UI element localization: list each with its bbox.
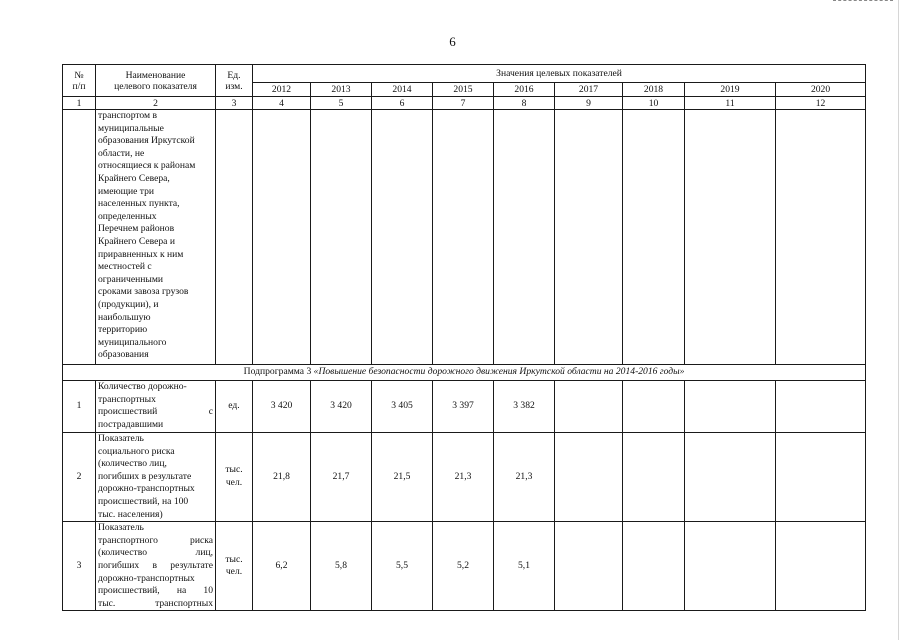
scan-corner-mark	[833, 0, 893, 3]
header-unit-line1: Ед.	[227, 69, 241, 81]
indicator-row	[63, 433, 866, 522]
value-cell: 21,5	[372, 433, 433, 522]
name-line: погибших в результате	[98, 470, 192, 482]
name-line: (количество лиц,	[98, 458, 167, 470]
name-line: (продукции), и	[98, 298, 159, 310]
header-num-line1: №	[74, 69, 84, 81]
year-cell: 2019	[685, 83, 776, 97]
unit-cell: ед.	[216, 381, 253, 433]
name-line: Крайнего Севера и	[98, 235, 175, 247]
row-number: 2	[63, 433, 96, 522]
subprogram-title: «Повышение безопасности дорожного движения Иркутской области на 2014-2016 годы»	[313, 366, 685, 378]
empty-cell	[253, 110, 311, 365]
target-indicators-table	[62, 64, 866, 611]
indicator-name	[96, 381, 216, 433]
value-cell: 5,8	[311, 522, 372, 611]
header-num-cell	[63, 65, 96, 97]
year-cell: 2017	[555, 83, 623, 97]
year-cell: 2012	[253, 83, 311, 97]
column-number-cell: 6	[372, 97, 433, 110]
year-cell: 2013	[311, 83, 372, 97]
empty-cell	[776, 110, 866, 365]
column-number-cell: 8	[494, 97, 555, 110]
value-cell: 5,1	[494, 522, 555, 611]
value-cell: 3 420	[253, 381, 311, 433]
indicator-name	[96, 433, 216, 522]
name-line: местностей с	[98, 261, 152, 273]
value-cell: 21,3	[433, 433, 494, 522]
name-line: сроками завоза грузов	[98, 286, 189, 298]
subprogram-heading	[63, 365, 866, 381]
row-number: 3	[63, 522, 96, 611]
value-cell	[555, 381, 623, 433]
row-number: 1	[63, 381, 96, 433]
name-line: происшествий, на 10	[98, 585, 213, 597]
column-number-cell: 7	[433, 97, 494, 110]
column-number-cell: 4	[253, 97, 311, 110]
continuation-row	[63, 110, 866, 365]
name-line: образования Иркутской	[98, 135, 195, 147]
year-cell: 2014	[372, 83, 433, 97]
continuation-num-cell	[63, 110, 96, 365]
name-line: транспортных	[98, 393, 156, 405]
value-cell	[776, 433, 866, 522]
unit-cell: тыс. чел.	[216, 433, 253, 522]
value-cell: 3 397	[433, 381, 494, 433]
value-cell	[776, 522, 866, 611]
name-line: дорожно-транспортных	[98, 483, 195, 495]
name-line: имеющие три	[98, 185, 155, 197]
name-line: (количество лиц,	[98, 547, 213, 559]
name-line: тыс. населения)	[98, 508, 163, 520]
value-cell: 5,2	[433, 522, 494, 611]
name-line: муниципального	[98, 336, 167, 348]
name-line: транспортного риска	[98, 534, 213, 546]
name-line: дорожно-транспортных	[98, 572, 195, 584]
value-cell	[555, 522, 623, 611]
year-cell: 2016	[494, 83, 555, 97]
header-name-line2: целевого показателя	[114, 80, 197, 92]
scan-page-edge	[898, 0, 899, 640]
column-number-cell: 9	[555, 97, 623, 110]
subprogram-prefix: Подпрограмма 3	[243, 366, 314, 378]
empty-cell	[372, 110, 433, 365]
subprogram-row	[63, 365, 866, 381]
name-line: Количество дорожно-	[98, 381, 187, 392]
name-line: ограниченными	[98, 273, 164, 285]
name-line: Показатель	[98, 522, 144, 534]
value-cell: 5,5	[372, 522, 433, 611]
name-line: территорию	[98, 324, 148, 336]
header-name-cell	[96, 65, 216, 97]
value-cell: 3 405	[372, 381, 433, 433]
name-line: погибших в результате	[98, 559, 213, 571]
year-cell: 2018	[623, 83, 685, 97]
value-cell: 21,8	[253, 433, 311, 522]
name-line: происшествий с	[98, 406, 213, 418]
empty-cell	[216, 110, 253, 365]
empty-cell	[623, 110, 685, 365]
value-cell	[685, 433, 776, 522]
name-line: населенных пункта,	[98, 198, 180, 210]
value-cell: 3 382	[494, 381, 555, 433]
header-num-line2: п/п	[72, 80, 86, 92]
value-cell: 21,7	[311, 433, 372, 522]
header-row-1	[63, 65, 866, 83]
value-cell	[555, 433, 623, 522]
year-cell: 2020	[776, 83, 866, 97]
value-cell	[623, 433, 685, 522]
name-line: пострадавшими	[98, 418, 164, 430]
value-cell	[623, 381, 685, 433]
name-line: образования	[98, 349, 149, 361]
name-line: тыс. транспортных	[98, 597, 213, 609]
indicator-row	[63, 381, 866, 433]
indicator-row	[63, 522, 866, 611]
page-number: 6	[449, 34, 456, 49]
empty-cell	[494, 110, 555, 365]
column-number-cell: 2	[96, 97, 216, 110]
column-number-cell: 1	[63, 97, 96, 110]
name-line: относящиеся к районам	[98, 160, 196, 172]
value-cell	[685, 522, 776, 611]
column-number-cell: 12	[776, 97, 866, 110]
name-line: Перечнем районов	[98, 223, 175, 235]
header-values-title: Значения целевых показателей	[253, 65, 866, 83]
indicator-name	[96, 522, 216, 611]
name-line: Крайнего Севера,	[98, 172, 170, 184]
name-line: происшествий, на 100	[98, 495, 189, 507]
name-line: наибольшую	[98, 311, 151, 323]
value-cell	[776, 381, 866, 433]
name-line: определенных	[98, 210, 157, 222]
column-number-cell: 10	[623, 97, 685, 110]
name-line: области, не	[98, 147, 145, 159]
header-unit-line2: изм.	[225, 80, 243, 92]
header-name-line1: Наименование	[125, 69, 186, 81]
year-cell: 2015	[433, 83, 494, 97]
column-number-cell: 5	[311, 97, 372, 110]
unit-cell: тыс. чел.	[216, 522, 253, 611]
empty-cell	[311, 110, 372, 365]
name-line: транспортом в	[98, 110, 158, 121]
name-line: социального риска	[98, 445, 175, 457]
value-cell: 3 420	[311, 381, 372, 433]
name-line: Показатель	[98, 433, 144, 444]
name-line: муниципальные	[98, 122, 164, 134]
column-number-cell: 11	[685, 97, 776, 110]
header-unit-cell	[216, 65, 253, 97]
value-cell	[623, 522, 685, 611]
name-line: приравненных к ним	[98, 248, 184, 260]
value-cell	[685, 381, 776, 433]
empty-cell	[433, 110, 494, 365]
column-numbers-row	[63, 97, 866, 110]
value-cell: 21,3	[494, 433, 555, 522]
column-number-cell: 3	[216, 97, 253, 110]
continuation-name-cell	[96, 110, 216, 365]
empty-cell	[685, 110, 776, 365]
value-cell: 6,2	[253, 522, 311, 611]
empty-cell	[555, 110, 623, 365]
